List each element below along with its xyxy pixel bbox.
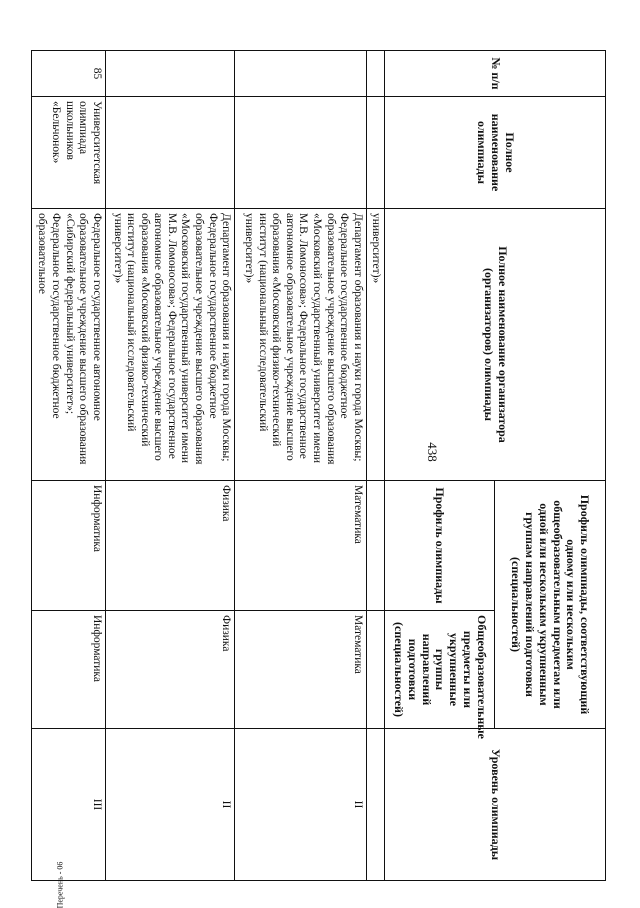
header-profile-group: Профиль олимпиады, соответствующий одному или нескольким общеобразовательным предметам или одной или нескольким укрупненным группам направлений подготовки (специальностей) <box>494 481 605 729</box>
cell-name <box>105 97 234 209</box>
cell-organizer: университет)» <box>366 209 385 481</box>
cell-organizer: Департамент образования и науки города Москвы; Федеральное государственное бюджетное образовательное учреждение высшего образования «Московский государственный университет имени М.В. Ломоносова»; Федеральное государственное автономное образовательное учреждение высшего образования «Московский физико-технический институт (национальный исследовательский университет)» <box>105 209 234 481</box>
rotated-table-wrapper <box>31 50 606 880</box>
header-level: Уровень олимпиады <box>385 729 606 881</box>
header-num: № п/п <box>385 51 606 97</box>
cell-profile <box>366 481 385 611</box>
cell-level: III <box>32 729 106 881</box>
cell-subjects: Математика <box>235 611 367 729</box>
table-row <box>32 51 106 881</box>
table-row <box>235 51 367 881</box>
page-number: 438 <box>425 442 440 462</box>
cell-level: II <box>105 729 234 881</box>
cell-level: II <box>235 729 367 881</box>
cell-profile: Математика <box>235 481 367 611</box>
table-row <box>366 51 385 881</box>
cell-name <box>366 97 385 209</box>
cell-num <box>366 51 385 97</box>
cell-organizer: Департамент образования и науки города Москвы; Федеральное государственное бюджетное образовательное учреждение высшего образования «Московский государственный университет имени М.В. Ломоносова»; Федеральное государственное автономное образовательное учреждение высшего образования «Московский физико-технический институт (национальный исследовательский университет)» <box>235 209 367 481</box>
header-organizer: Полное наименование организатора (организаторов) олимпиады <box>385 209 606 481</box>
olympiad-table <box>31 50 606 881</box>
cell-subjects: Физика <box>105 611 234 729</box>
cell-subjects <box>366 611 385 729</box>
header-subjects: Общеобразовательные предметы или укрупненные группы направлений подготовки (специальностей) <box>385 611 494 729</box>
footer-note: Перечень - 06 <box>55 861 65 908</box>
cell-num <box>235 51 367 97</box>
cell-name <box>235 97 367 209</box>
cell-num <box>105 51 234 97</box>
header-name: Полное наименование олимпиады <box>385 97 606 209</box>
cell-level <box>366 729 385 881</box>
header-profile: Профиль олимпиады <box>385 481 494 611</box>
cell-profile: Информатика <box>32 481 106 611</box>
cell-name: Университетская олимпиада школьников «Бельчонок» <box>32 97 106 209</box>
cell-subjects: Информатика <box>32 611 106 729</box>
cell-num: 85 <box>32 51 106 97</box>
cell-profile: Физика <box>105 481 234 611</box>
header-row-1 <box>494 51 605 881</box>
cell-organizer: Федеральное государственное автономное образовательное учреждение высшего образования «Сибирский федеральный университет»; Федеральное государственное бюджетное образовательное <box>32 209 106 481</box>
table-row <box>105 51 234 881</box>
